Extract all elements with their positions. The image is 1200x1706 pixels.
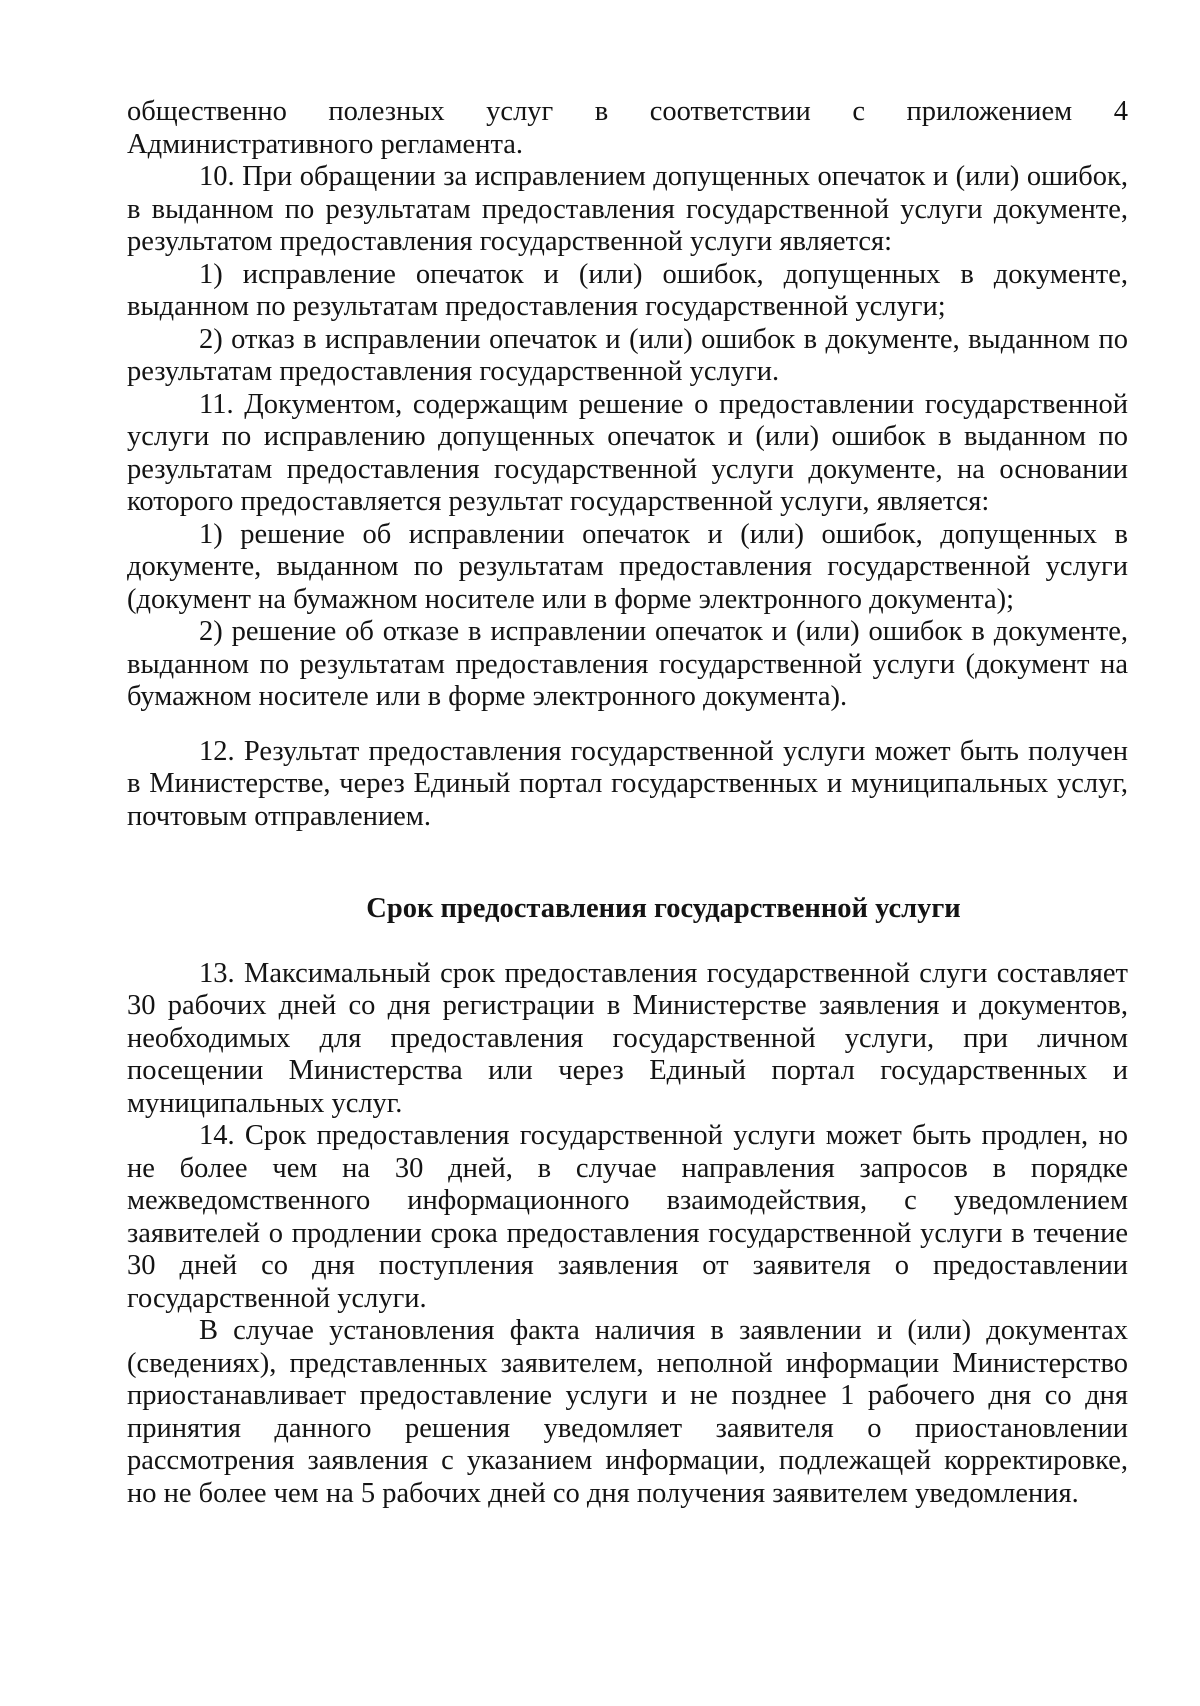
paragraph-11-item-2: 2) решение об отказе в исправлении опечаток и (или) ошибок в документе, выданном по результатам предоставления государственной услуги (документ на бумажном носителе или в форме электронного документа). <box>127 616 1128 712</box>
paragraph-14: 14. Срок предоставления государственной услуги может быть продлен, но не более чем на 30 дней, в случае направления запросов в порядке межведомственного информационного взаимодействия, с уведомлением заявителей о продлении срока предоставления государственной услуги в течение 30 дней со дня поступления заявления от заявителя о предоставлении государственной услуги. <box>127 1120 1128 1314</box>
paragraph-13: 13. Максимальный срок предоставления государственной слуги составляет 30 рабочих дней со дня регистрации в Министерстве заявления и документов, необходимых для предоставления государственной услуги, при личном посещении Министерства или через Единый портал государственных и муниципальных услуг. <box>127 957 1128 1119</box>
section-heading: Срок предоставления государственной услуги <box>366 893 961 924</box>
paragraph-11-item-1: 1) решение об исправлении опечаток и (или) ошибок, допущенных в документе, выданном по результатам предоставления государственной услуги (документ на бумажном носителе или в форме электронного документа); <box>127 518 1128 615</box>
spacer <box>127 714 1128 736</box>
paragraph-10-item-2: 2) отказ в исправлении опечаток и (или) ошибок в документе, выданном по результатам предоставления государственной услуги. <box>127 323 1128 387</box>
paragraph-10: 10. При обращении за исправлением допущенных опечаток и (или) ошибок, в выданном по результатам предоставления государственной услуги документе, результатом предоставления государственной услуги является: <box>127 161 1128 257</box>
paragraph-14-suspension: В случае установления факта наличия в заявлении и (или) документах (сведениях), представленных заявителем, неполной информации Министерство приостанавливает предоставление услуги и не позднее 1 рабочего дня со дня принятия данного решения уведомляет заявителя о приостановлении рассмотрения заявления с указанием информации, подлежащей корректировке, но не более чем на 5 рабочих дней со дня получения заявителем уведомления. <box>127 1315 1128 1509</box>
paragraph-10-item-1: 1) исправление опечаток и (или) ошибок, допущенных в документе, выданном по результатам предоставления государственной услуги; <box>127 258 1128 322</box>
paragraph-11: 11. Документом, содержащим решение о предоставлении государственной услуги по исправлению допущенных опечаток и (или) ошибок в выданном по результатам предоставления государственной услуги документе, на основании которого предоставляется результат государственной услуги, является: <box>127 388 1128 517</box>
spacer <box>127 833 1128 893</box>
document-page <box>127 96 1128 1510</box>
spacer <box>127 926 1128 958</box>
paragraph-continuation: общественно полезных услуг в соответствии с приложением 4 Административного регламента. <box>127 96 1128 160</box>
paragraph-12: 12. Результат предоставления государственной услуги может быть получен в Министерстве, через Единый портал государственных и муниципальных услуг, почтовым отправлением. <box>127 735 1128 832</box>
